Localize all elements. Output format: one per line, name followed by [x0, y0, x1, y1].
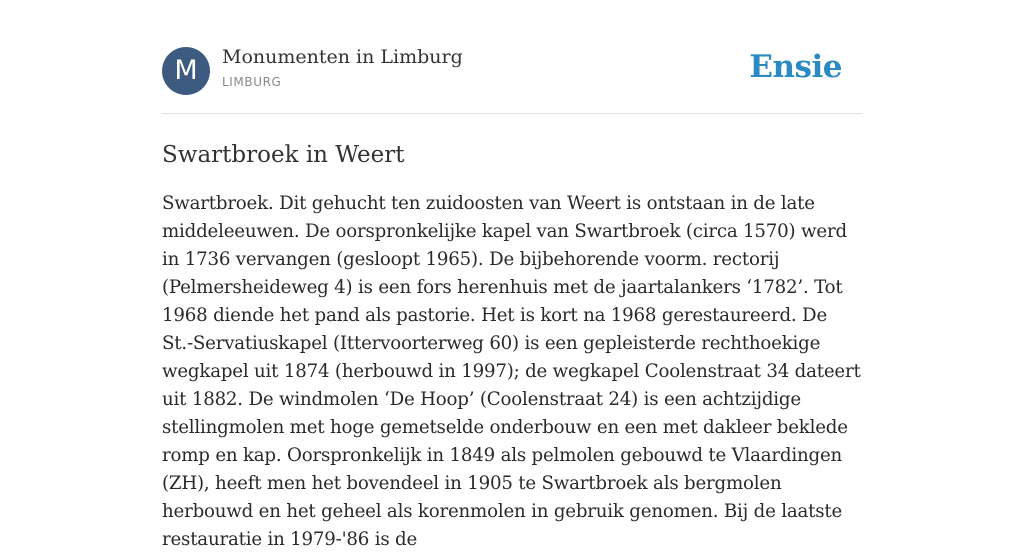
- ensie-logo[interactable]: Ensie: [749, 49, 842, 85]
- header: [162, 0, 862, 114]
- article-body: Swartbroek. Dit gehucht ten zuidoosten van Weert is ontstaan in de late middeleeuwen. De oorspronkelijke kapel van Swartbroek (circa 1570) werd in 1736 vervangen (gesloopt 1965). De bijbehorende voorm. rectorij (Pelmersheideweg 4) is een fors herenhuis met de jaartalankers ‘1782’. Tot 1968 diende het pand als pastorie. Het is kort na 1968 gerestaureerd. De St.-Servatiuskapel (Ittervoorterweg 60) is een gepleisterde rechthoekige wegkapel uit 1874 (herbouwd in 1997); de wegkapel Coolenstraat 34 dateert uit 1882. De windmolen ‘De Hoop’ (Coolenstraat 24) is een achtzijdige stellingmolen met hoge gemetselde onderbouw en een met dakleer beklede romp en kap. Oorspronkelijk in 1849 als pelmolen gebouwd te Vlaardingen (ZH), heeft men het bovendeel in 1905 te Swartbroek als bergmolen herbouwd en het geheel als korenmolen in gebruik genomen. Bij de laatste restauratie in 1979-'86 is de: [162, 193, 861, 550]
- source-avatar[interactable]: M: [162, 47, 210, 95]
- source-title[interactable]: Monumenten in Limburg: [222, 46, 463, 68]
- source-subtitle[interactable]: LIMBURG: [222, 75, 282, 89]
- article-title: Swartbroek in Weert: [162, 142, 405, 168]
- page: [162, 0, 862, 554]
